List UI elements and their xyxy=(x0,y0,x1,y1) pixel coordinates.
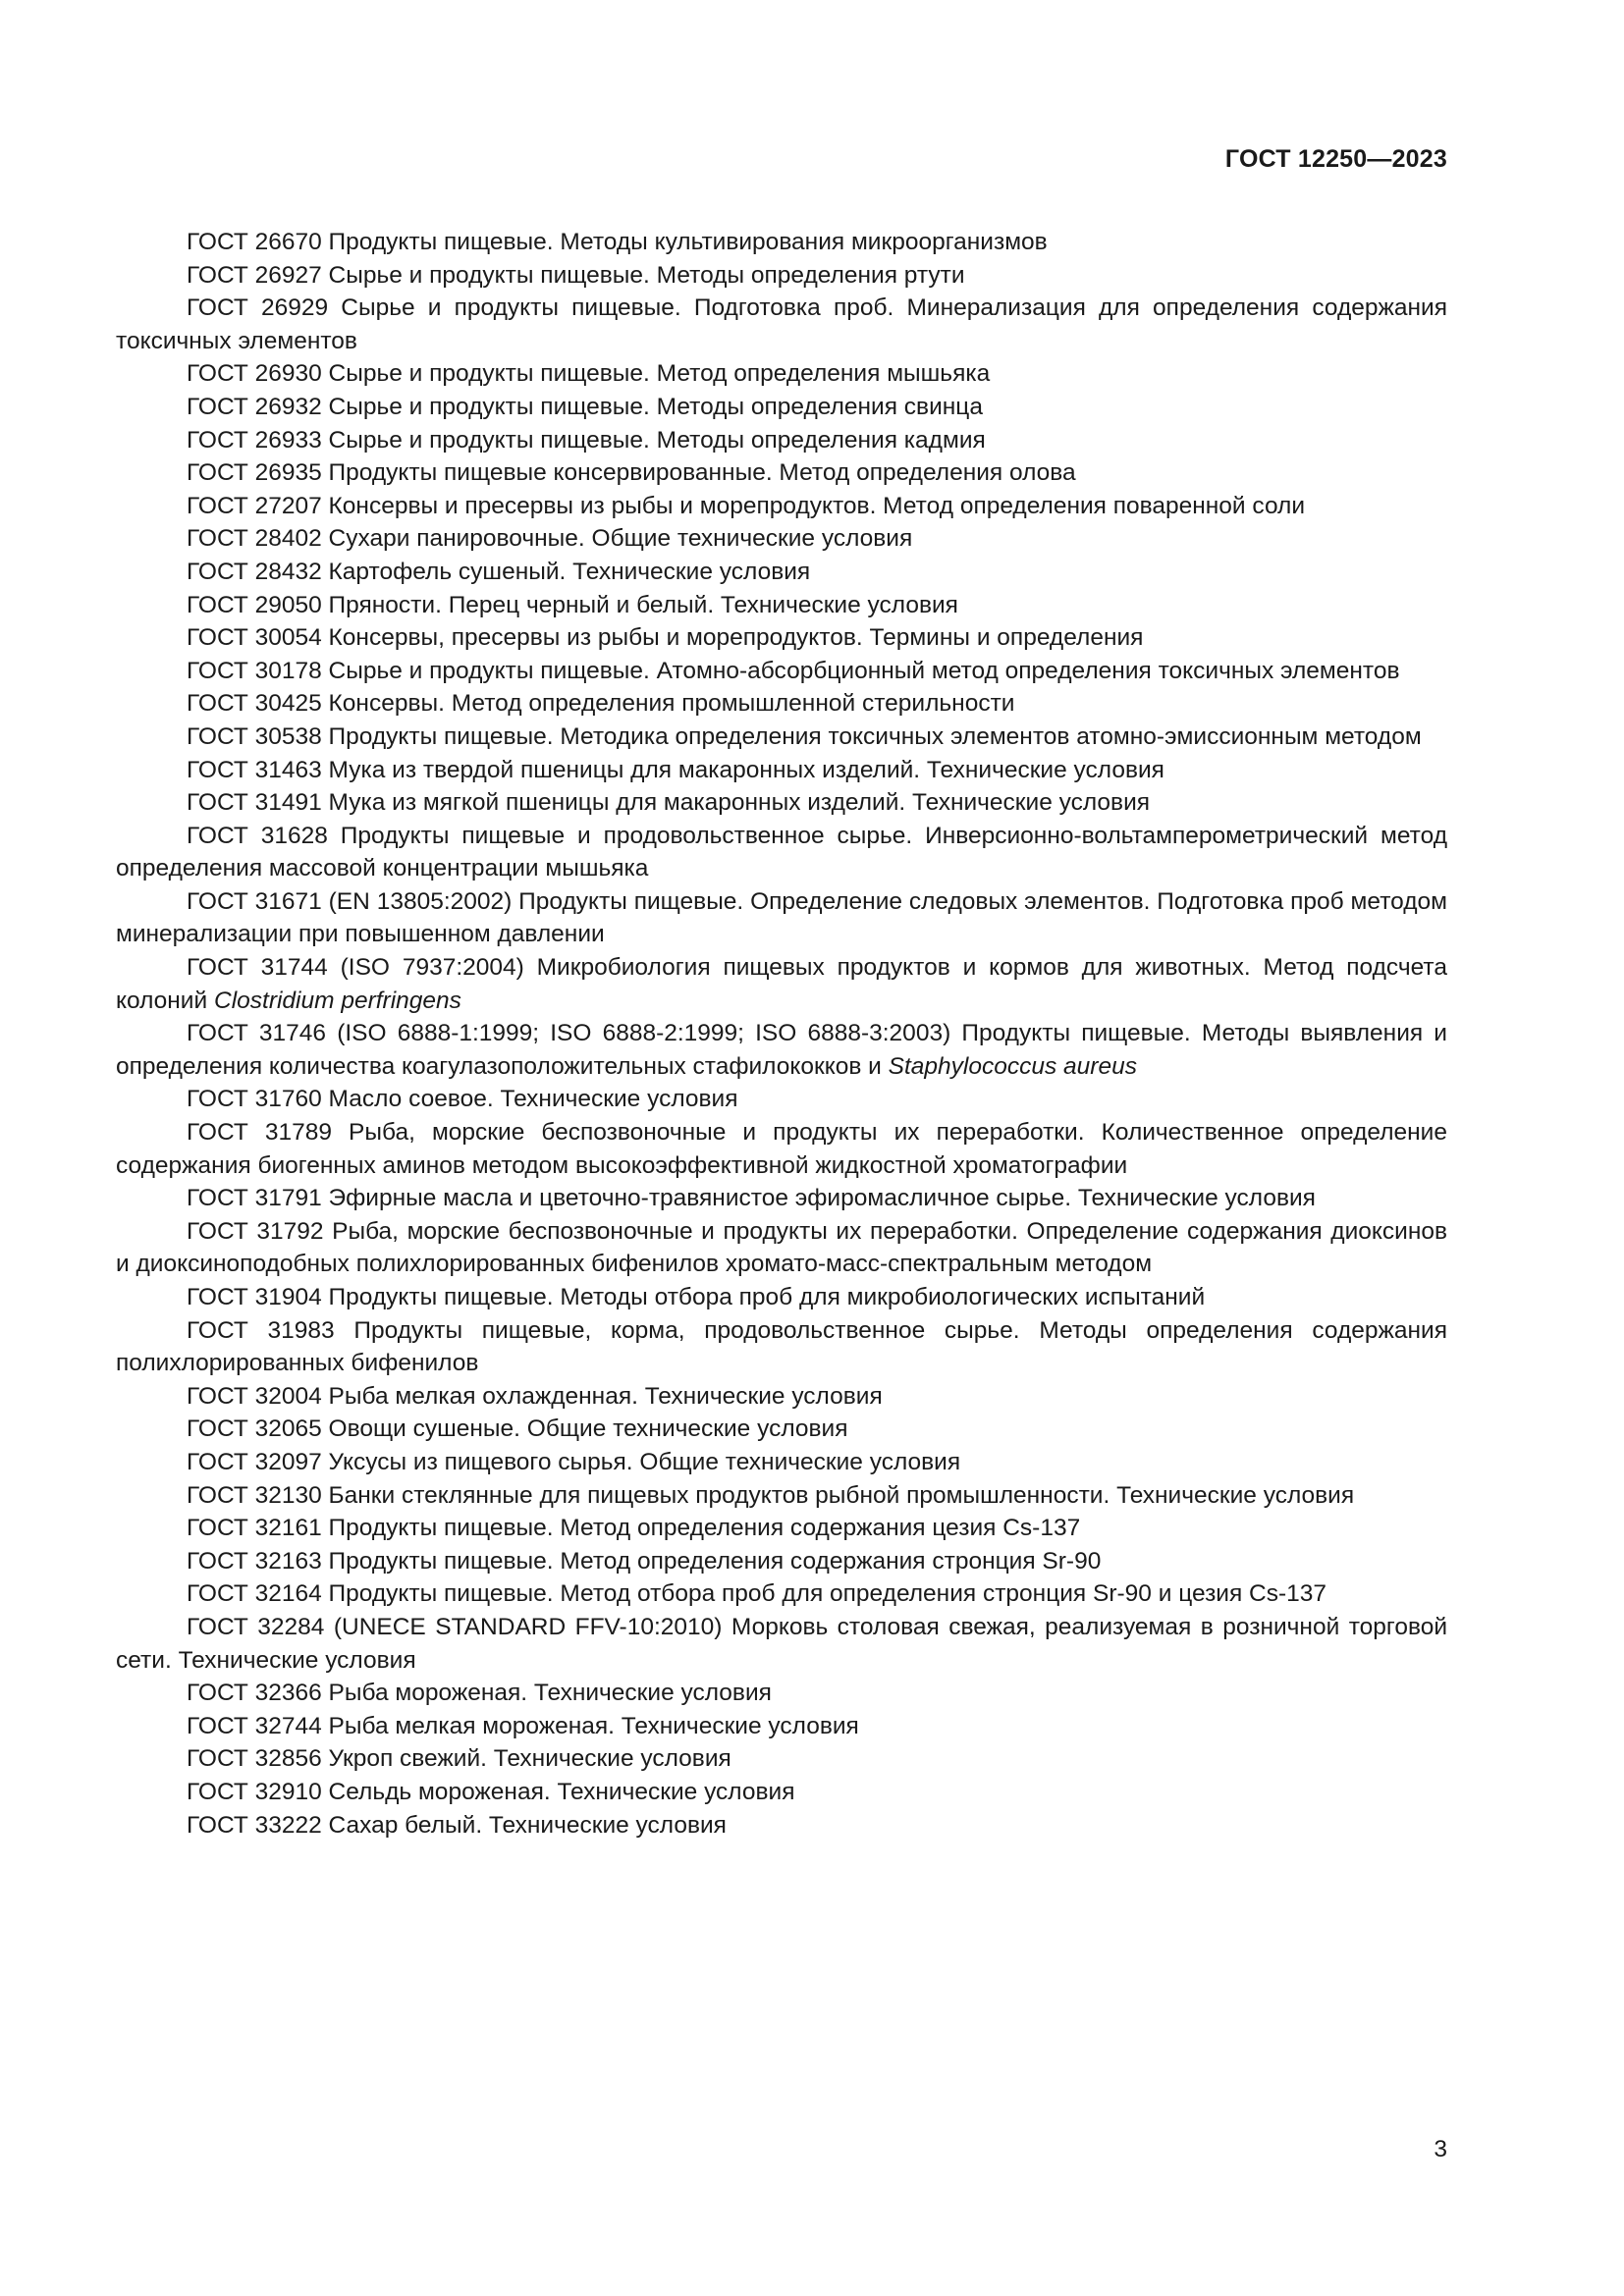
reference-text: ГОСТ 26929 Сырье и продукты пищевые. Подготовка проб. Минерализация для определения содержания токсичных элементов xyxy=(116,294,1447,354)
reference-text: ГОСТ 32284 (UNECE STANDARD FFV-10:2010) Морковь столовая свежая, реализуемая в розничной торговой сети. Технические условия xyxy=(116,1613,1447,1674)
reference-text: ГОСТ 31791 Эфирные масла и цветочно-травянистое эфиромасличное сырье. Технические условия xyxy=(187,1185,1316,1212)
reference-text: ГОСТ 32161 Продукты пищевые. Метод определения содержания цезия Cs-137 xyxy=(187,1515,1081,1542)
reference-item xyxy=(116,820,1447,885)
reference-item xyxy=(116,391,1447,424)
reference-text: ГОСТ 26927 Сырье и продукты пищевые. Методы определения ртути xyxy=(187,261,965,289)
reference-item xyxy=(116,1314,1447,1380)
reference-text: ГОСТ 32856 Укроп свежий. Технические условия xyxy=(187,1745,731,1773)
reference-item xyxy=(116,456,1447,490)
organism-name: Clostridium perfringens xyxy=(214,987,461,1014)
reference-item xyxy=(116,1710,1447,1743)
reference-item xyxy=(116,1677,1447,1710)
reference-item xyxy=(116,621,1447,655)
reference-item xyxy=(116,1116,1447,1182)
reference-item xyxy=(116,292,1447,357)
reference-text: ГОСТ 32744 Рыба мелкая мороженая. Технические условия xyxy=(187,1712,859,1739)
document-code-header: ГОСТ 12250—2023 xyxy=(1224,145,1447,173)
reference-item xyxy=(116,1545,1447,1578)
reference-item xyxy=(116,259,1447,293)
reference-item xyxy=(116,1380,1447,1414)
reference-text: ГОСТ 32910 Сельдь мороженая. Технические условия xyxy=(187,1778,795,1805)
reference-item xyxy=(116,721,1447,754)
reference-text: ГОСТ 32004 Рыба мелкая охлажденная. Технические условия xyxy=(187,1382,883,1410)
reference-text: ГОСТ 32366 Рыба мороженая. Технические условия xyxy=(187,1680,772,1707)
reference-text: ГОСТ 31792 Рыба, морские беспозвоночные и продукты их переработки. Определение содержания диоксинов и диоксиноподобных полихлорированных бифенилов хромато-масс-спектральным методом xyxy=(116,1217,1447,1278)
reference-item xyxy=(116,424,1447,457)
reference-item xyxy=(116,556,1447,589)
reference-item xyxy=(116,1479,1447,1513)
reference-text: ГОСТ 26930 Сырье и продукты пищевые. Метод определения мышьяка xyxy=(187,360,991,388)
reference-text: ГОСТ 31760 Масло соевое. Технические условия xyxy=(187,1086,738,1113)
reference-item xyxy=(116,687,1447,721)
reference-text: ГОСТ 30054 Консервы, пресервы из рыбы и морепродуктов. Термины и определения xyxy=(187,624,1144,652)
reference-text: ГОСТ 26935 Продукты пищевые консервированные. Метод определения олова xyxy=(187,459,1076,487)
reference-text: ГОСТ 31463 Мука из твердой пшеницы для макаронных изделий. Технические условия xyxy=(187,756,1164,783)
reference-item xyxy=(116,1281,1447,1314)
reference-item xyxy=(116,490,1447,523)
reference-item xyxy=(116,589,1447,622)
reference-text: ГОСТ 28432 Картофель сушеный. Технические условия xyxy=(187,558,811,585)
reference-text: ГОСТ 30425 Консервы. Метод определения промышленной стерильности xyxy=(187,690,1015,718)
reference-text: ГОСТ 31491 Мука из мягкой пшеницы для макаронных изделий. Технические условия xyxy=(187,789,1151,817)
reference-text: ГОСТ 27207 Консервы и пресервы из рыбы и морепродуктов. Метод определения поваренной соли xyxy=(187,492,1306,519)
reference-text: ГОСТ 31744 (ISO 7937:2004) Микробиология пищевых продуктов и кормов для животных. Метод подсчета колоний xyxy=(116,954,1447,1014)
reference-item xyxy=(116,786,1447,820)
reference-text: ГОСТ 31671 (EN 13805:2002) Продукты пищевые. Определение следовых элементов. Подготовка проб методом минерализации при повышенном давлении xyxy=(116,887,1447,948)
reference-item xyxy=(116,885,1447,951)
reference-text: ГОСТ 31789 Рыба, морские беспозвоночные и продукты их переработки. Количественное определение содержания биогенных аминов методом высокоэффективной жидкостной хроматографии xyxy=(116,1119,1447,1179)
reference-text: ГОСТ 32164 Продукты пищевые. Метод отбора проб для определения стронция Sr-90 и цезия Cs-137 xyxy=(187,1580,1327,1608)
reference-text: ГОСТ 26932 Сырье и продукты пищевые. Методы определения свинца xyxy=(187,393,983,420)
reference-text: ГОСТ 31628 Продукты пищевые и продовольственное сырье. Инверсионно-вольтамперометрический метод определения массовой концентрации мышьяка xyxy=(116,822,1447,882)
reference-text: ГОСТ 32097 Уксусы из пищевого сырья. Общие технические условия xyxy=(187,1448,961,1475)
organism-name: Staphylococcus aureus xyxy=(888,1052,1137,1080)
reference-item xyxy=(116,1611,1447,1677)
reference-text: ГОСТ 26933 Сырье и продукты пищевые. Методы определения кадмия xyxy=(187,426,986,454)
normative-references-list xyxy=(116,226,1447,1842)
reference-text: ГОСТ 31983 Продукты пищевые, корма, продовольственное сырье. Методы определения содержания полихлорированных бифенилов xyxy=(116,1316,1447,1377)
reference-text: ГОСТ 32065 Овощи сушеные. Общие технические условия xyxy=(187,1415,848,1443)
reference-item xyxy=(116,1215,1447,1281)
reference-text: ГОСТ 28402 Сухари панировочные. Общие технические условия xyxy=(187,525,913,553)
reference-item xyxy=(116,1512,1447,1545)
reference-item xyxy=(116,1446,1447,1479)
reference-item xyxy=(116,1809,1447,1842)
reference-text: ГОСТ 31904 Продукты пищевые. Методы отбора проб для микробиологических испытаний xyxy=(187,1284,1206,1310)
reference-text: ГОСТ 29050 Пряности. Перец черный и белый. Технические условия xyxy=(187,591,958,618)
reference-text: ГОСТ 32163 Продукты пищевые. Метод определения содержания стронция Sr-90 xyxy=(187,1547,1102,1575)
reference-item xyxy=(116,1083,1447,1116)
reference-item xyxy=(116,951,1447,1017)
reference-item xyxy=(116,1017,1447,1083)
reference-item xyxy=(116,1742,1447,1776)
reference-item xyxy=(116,1182,1447,1215)
reference-item xyxy=(116,754,1447,787)
page-number: 3 xyxy=(1434,2136,1447,2163)
reference-text: ГОСТ 30538 Продукты пищевые. Методика определения токсичных элементов атомно-эмиссионным методом xyxy=(187,722,1422,750)
reference-text: ГОСТ 30178 Сырье и продукты пищевые. Атомно-абсорбционный метод определения токсичных элементов xyxy=(187,657,1400,684)
reference-text: ГОСТ 33222 Сахар белый. Технические условия xyxy=(187,1811,727,1839)
reference-text: ГОСТ 26670 Продукты пищевые. Методы культивирования микроорганизмов xyxy=(187,229,1048,255)
reference-item xyxy=(116,226,1447,259)
reference-item xyxy=(116,1577,1447,1611)
reference-text: ГОСТ 31746 (ISO 6888-1:1999; ISO 6888-2:1999; ISO 6888-3:2003) Продукты пищевые. Методы выявления и определения количества коагулазоположительных стафилококков и xyxy=(116,1020,1447,1080)
reference-item xyxy=(116,1413,1447,1446)
reference-item xyxy=(116,522,1447,556)
reference-text: ГОСТ 32130 Банки стеклянные для пищевых продуктов рыбной промышленности. Технические условия xyxy=(187,1481,1355,1509)
reference-item xyxy=(116,357,1447,391)
reference-item xyxy=(116,655,1447,688)
reference-item xyxy=(116,1776,1447,1809)
